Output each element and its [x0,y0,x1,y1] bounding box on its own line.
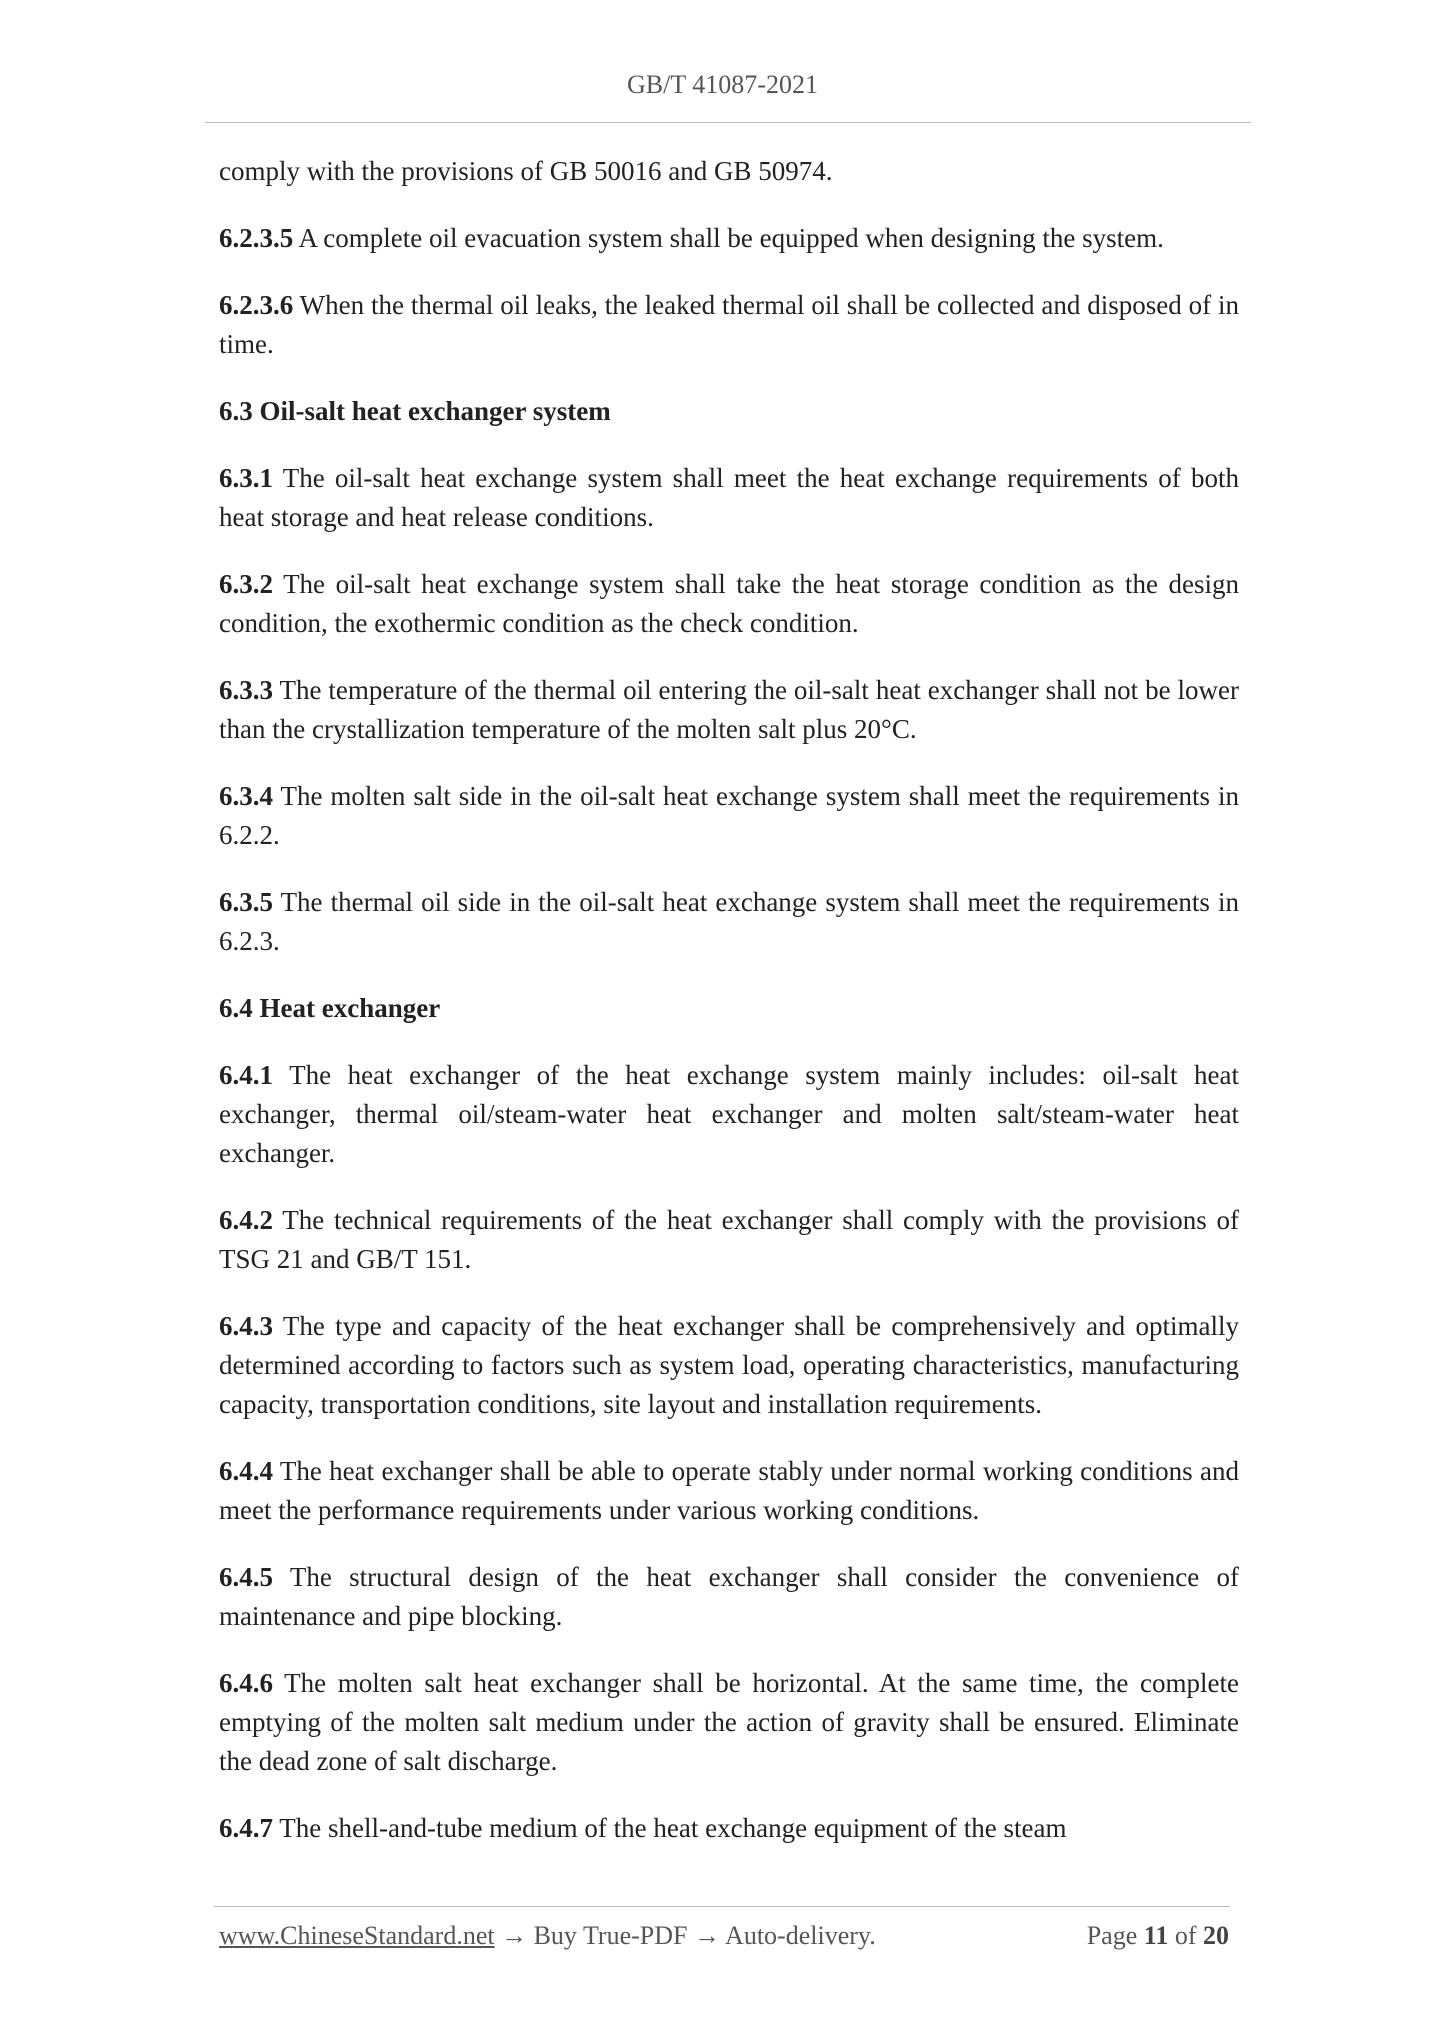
clause-text: The shell-and-tube medium of the heat exchange equipment of the steam [273,1813,1067,1843]
clause-6-3-3 [219,671,1239,749]
clause-number: 6.3.4 [219,781,273,811]
footer-promo [219,1921,876,1951]
clause-text: The heat exchanger of the heat exchange system mainly includes: oil-salt heat exchanger, thermal oil/steam-water heat exchanger and molten salt/steam-water heat exchanger. [219,1060,1239,1168]
clause-text: The technical requirements of the heat exchanger shall comply with the provisions of TSG 21 and GB/T 151. [219,1205,1239,1274]
section-heading-6-3: 6.3 Oil-salt heat exchanger system [219,396,611,426]
header-divider [205,122,1251,123]
site-link[interactable]: www.ChineseStandard.net [219,1921,495,1950]
clause-number: 6.3.1 [219,463,273,493]
page-indicator [1087,1921,1229,1951]
clause-6-2-3-5 [219,219,1239,258]
clause-text: The structural design of the heat exchanger shall consider the convenience of maintenance and pipe blocking. [219,1562,1239,1631]
clause-text: The oil-salt heat exchange system shall meet the heat exchange requirements of both heat storage and heat release conditions. [219,463,1239,532]
clause-number: 6.3.2 [219,569,273,599]
clause-6-2-3-6 [219,286,1239,364]
clause-text: The thermal oil side in the oil-salt heat exchange system shall meet the requirements in 6.2.3. [219,887,1239,956]
clause-number: 6.4.2 [219,1205,273,1235]
continuation-text: comply with the provisions of GB 50016 and GB 50974. [219,156,833,186]
clause-number: 6.2.3.6 [219,290,294,320]
clause-text: The heat exchanger shall be able to operate stably under normal working conditions and meet the performance requirements under various working conditions. [219,1456,1239,1525]
clause-number: 6.4.5 [219,1562,273,1592]
clause-number: 6.3.3 [219,675,273,705]
clause-text: A complete oil evacuation system shall be equipped when designing the system. [293,223,1164,253]
clause-6-4-6 [219,1664,1239,1781]
clause-number: 6.4.4 [219,1456,273,1486]
section-heading-6-4: 6.4 Heat exchanger [219,993,441,1023]
clause-6-4-1 [219,1056,1239,1173]
document-id: GB/T 41087-2021 [627,70,818,99]
promo-text: → Buy True-PDF → Auto-delivery. [494,1921,876,1950]
page-header [0,70,1445,100]
clause-number: 6.2.3.5 [219,223,294,253]
page-label: Page [1086,1921,1138,1950]
clause-6-4-5 [219,1558,1239,1636]
page-of: of [1174,1921,1197,1950]
clause-text: The oil-salt heat exchange system shall take the heat storage condition as the design condition, the exothermic condition as the check condition. [219,569,1239,638]
clause-text: The type and capacity of the heat exchanger shall be comprehensively and optimally determined according to factors such as system load, operating characteristics, manufacturing capacity, transportation conditions, site layout and installation requirements. [219,1311,1239,1419]
clause-6-3-1 [219,459,1239,537]
clause-6-4-3 [219,1307,1239,1424]
page-footer [219,1921,1229,1961]
clause-text: The molten salt heat exchanger shall be horizontal. At the same time, the complete emptying of the molten salt medium under the action of gravity shall be ensured. Eliminate the dead zone of salt discharge. [219,1668,1239,1776]
clause-text: The molten salt side in the oil-salt heat exchange system shall meet the requirements in 6.2.2. [219,781,1239,850]
clause-6-3-4 [219,777,1239,855]
clause-6-4-4 [219,1452,1239,1530]
clause-number: 6.4.1 [219,1060,273,1090]
clause-6-4-7 [219,1809,1239,1848]
clause-number: 6.4.6 [219,1668,273,1698]
clause-number: 6.4.7 [219,1813,273,1843]
clause-text: The temperature of the thermal oil entering the oil-salt heat exchanger shall not be lower than the crystallization temperature of the molten salt plus 20°C. [219,675,1239,744]
clause-6-3-2 [219,565,1239,643]
clause-text: When the thermal oil leaks, the leaked thermal oil shall be collected and disposed of in time. [219,290,1239,359]
page-current: 11 [1143,1921,1169,1950]
page-content [219,152,1239,1876]
clause-number: 6.3.5 [219,887,273,917]
clause-number: 6.4.3 [219,1311,273,1341]
clause-6-4-2 [219,1201,1239,1279]
footer-divider [214,1906,1230,1907]
clause-6-3-5 [219,883,1239,961]
page-total: 20 [1203,1921,1229,1950]
